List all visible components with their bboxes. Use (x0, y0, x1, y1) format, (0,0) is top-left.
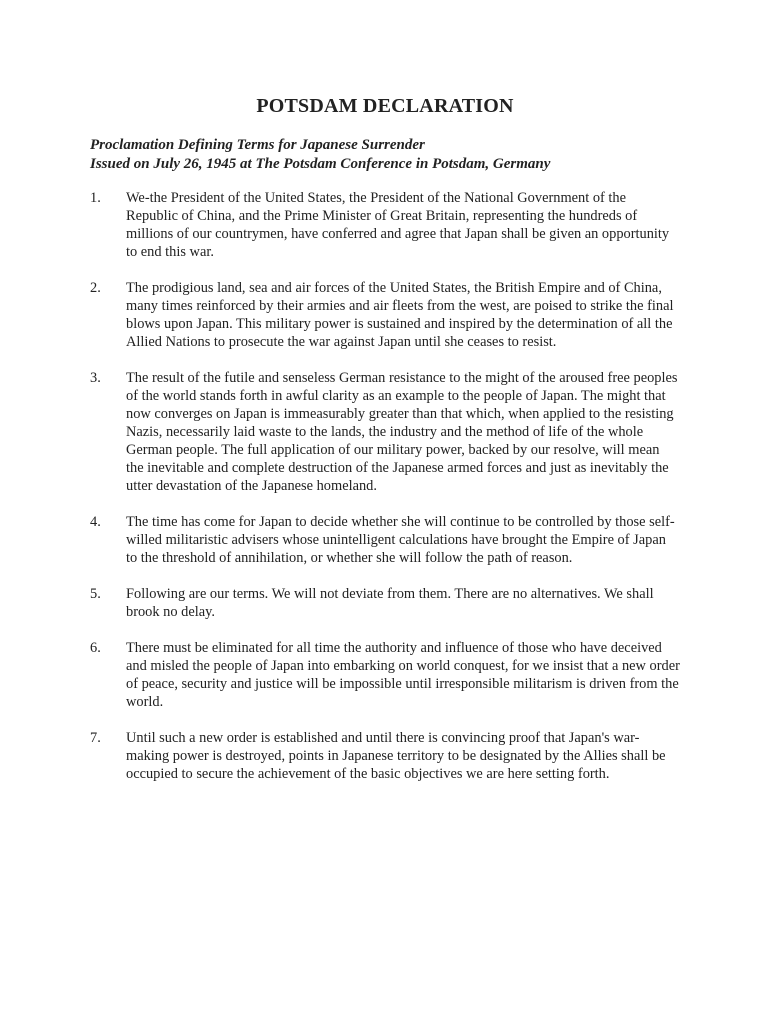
declaration-paragraph-2 (90, 279, 680, 351)
document-issued-line: Issued on July 26, 1945 at The Potsdam Conference in Potsdam, Germany (90, 156, 551, 172)
declaration-paragraph-list (90, 189, 680, 783)
paragraph-number: 5. (90, 586, 101, 602)
paragraph-number: 3. (90, 370, 101, 386)
paragraph-text: Until such a new order is established and until there is convincing proof that Japan's war-making power is destroyed, points in Japanese territory to be designated by the Allies shall be occupied to secure the achievement of the basic objectives we are here setting forth. (126, 730, 666, 782)
paragraph-text: We-the President of the United States, the President of the National Government of the Republic of China, and the Prime Minister of Great Britain, representing the hundreds of millions of our countrymen, have conferred and agree that Japan shall be given an opportunity to end this war. (126, 190, 670, 260)
paragraph-text: The result of the futile and senseless German resistance to the might of the aroused free peoples of the world stands forth in awful clarity as an example to the people of Japan. The might that now converges on Japan is immeasurably greater than that which, when applied to the resisting Nazis, necessarily laid waste to the lands, the industry and the method of life of the whole German people. The full application of our military power, backed by our resolve, will mean the inevitable and complete destruction of the Japanese armed forces and just as inevitably the utter devastation of the Japanese homeland. (126, 370, 678, 494)
declaration-paragraph-1 (90, 189, 680, 261)
paragraph-text: The time has come for Japan to decide whether she will continue to be controlled by those self-willed militaristic advisers whose unintelligent calculations have brought the Empire of Japan to the threshold of annihilation, or whether she will follow the path of reason. (126, 514, 675, 566)
declaration-paragraph-7 (90, 729, 680, 783)
declaration-paragraph-5 (90, 585, 680, 621)
paragraph-number: 1. (90, 190, 101, 206)
document-subtitle: Proclamation Defining Terms for Japanese Surrender (90, 137, 425, 153)
paragraph-text: There must be eliminated for all time the authority and influence of those who have deceived and misled the people of Japan into embarking on world conquest, for we insist that a new order of peace, security and justice will be impossible until irresponsible militarism is driven from the world. (126, 640, 680, 710)
paragraph-number: 7. (90, 730, 101, 746)
declaration-paragraph-4 (90, 513, 680, 567)
paragraph-number: 2. (90, 280, 101, 296)
paragraph-text: The prodigious land, sea and air forces of the United States, the British Empire and of China, many times reinforced by their armies and air fleets from the west, are poised to strike the final blows upon Japan. This military power is sustained and inspired by the determination of all the Allied Nations to prosecute the war against Japan until she ceases to resist. (126, 280, 674, 350)
declaration-paragraph-6 (90, 639, 680, 711)
paragraph-number: 6. (90, 640, 101, 656)
declaration-paragraph-3 (90, 369, 680, 495)
document-title: POTSDAM DECLARATION (256, 95, 514, 117)
paragraph-text: Following are our terms. We will not deviate from them. There are no alternatives. We shall brook no delay. (126, 586, 654, 620)
paragraph-number: 4. (90, 514, 101, 530)
